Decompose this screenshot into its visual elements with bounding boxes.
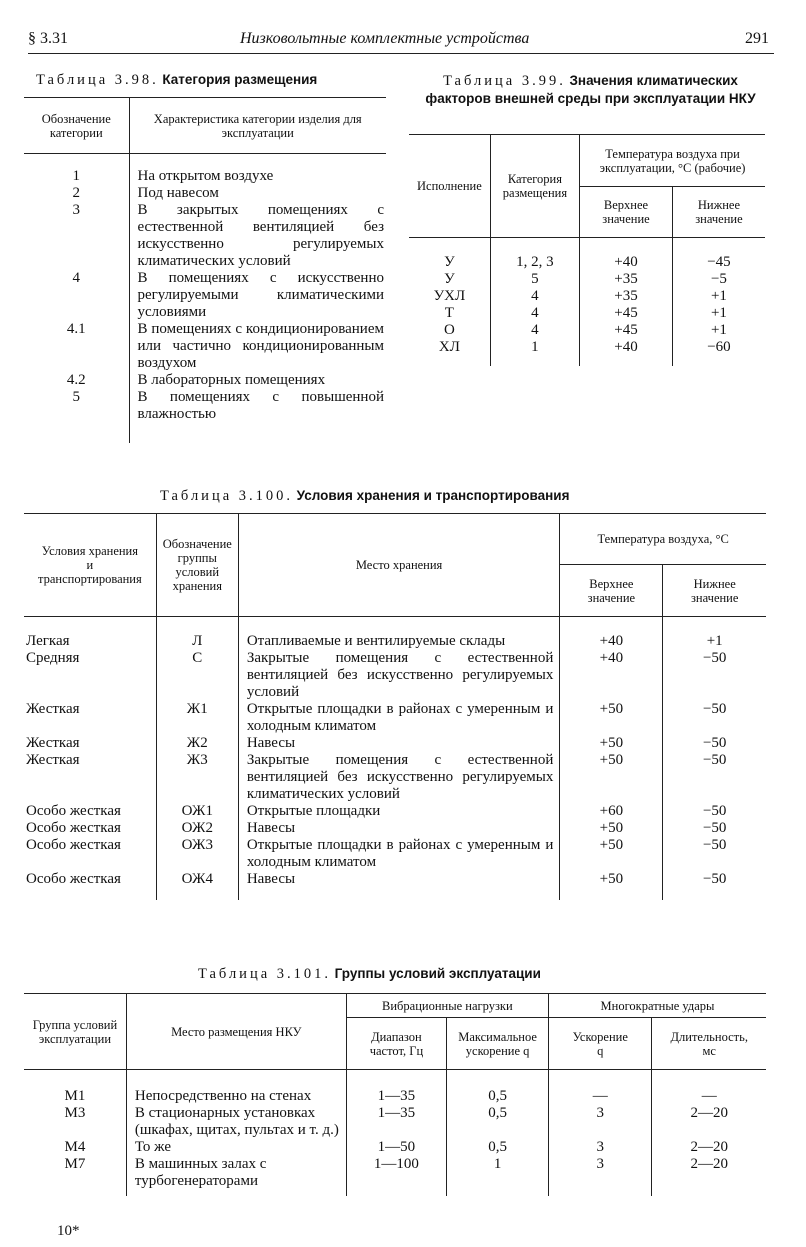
- t100-cond-cell: Особо жесткая: [26, 802, 121, 819]
- t99-exec-cell: Т: [444, 304, 454, 321]
- table-100-caption: [160, 488, 569, 505]
- t100-group-cell: Ж1: [156, 701, 238, 735]
- t101-header-maxacc: Максимальное ускорение q: [447, 1018, 549, 1070]
- table-101-number: Таблица 3.101.: [198, 966, 332, 982]
- table-98-number: Таблица 3.98.: [36, 72, 159, 88]
- t100-low-cell: −50: [663, 837, 766, 871]
- t101-header-freq: Диапазон частот, Гц: [346, 1018, 446, 1070]
- t101-acc-cell: —: [549, 1088, 652, 1105]
- t100-up-cell: +40: [560, 650, 663, 701]
- t101-header-place: Место размещения НКУ: [126, 994, 346, 1070]
- t99-header-low: Нижнее значение: [672, 187, 765, 238]
- t101-group-cell: М1: [64, 1087, 86, 1104]
- t100-place-cell: Навесы: [238, 871, 560, 888]
- t100-cond-cell: Жесткая: [26, 751, 80, 768]
- t98-text-cell: Под навесом: [129, 185, 386, 202]
- t100-place-cell: Закрытые помещения с естественной вентиляцией без искусственно регулируемых условий: [238, 650, 560, 701]
- t98-code-cell: 4: [72, 269, 80, 286]
- t101-acc-cell: 3: [549, 1139, 652, 1156]
- t101-dur-cell: 2—20: [652, 1139, 766, 1156]
- t99-low-cell: +1: [672, 305, 765, 322]
- table-99-number: Таблица 3.99.: [443, 73, 566, 89]
- table-101: [24, 993, 766, 1196]
- t98-code-cell: 3: [72, 201, 80, 218]
- t100-place-cell: Закрытые помещения с естественной вентиляцией без искусственно регулируемых климатических условий: [238, 752, 560, 803]
- t101-header-group: Группа условий эксплуатации: [24, 994, 126, 1070]
- t101-header-acc: Ускорение q: [549, 1018, 652, 1070]
- t100-cond-cell: Жесткая: [26, 700, 80, 717]
- t100-up-cell: +40: [560, 633, 663, 650]
- t101-maxacc-cell: 0,5: [447, 1139, 549, 1156]
- t99-up-cell: +35: [580, 288, 673, 305]
- t100-low-cell: −50: [663, 803, 766, 820]
- t100-group-cell: С: [156, 650, 238, 701]
- t100-group-cell: ОЖ2: [156, 820, 238, 837]
- t99-exec-cell: У: [444, 270, 455, 287]
- t98-text-cell: В лабораторных помещениях: [129, 372, 386, 389]
- t100-cond-cell: Особо жесткая: [26, 870, 121, 887]
- t100-up-cell: +50: [560, 820, 663, 837]
- t101-freq-cell: 1—35: [346, 1088, 446, 1105]
- t101-maxacc-cell: 0,5: [447, 1105, 549, 1139]
- table-row: [24, 701, 766, 735]
- t99-low-cell: +1: [672, 288, 765, 305]
- t99-cat-cell: 1, 2, 3: [490, 254, 579, 271]
- t100-low-cell: −50: [663, 820, 766, 837]
- t100-low-cell: +1: [663, 633, 766, 650]
- t100-up-cell: +50: [560, 871, 663, 888]
- table-row: [24, 185, 386, 202]
- t101-acc-cell: 3: [549, 1105, 652, 1139]
- t100-header-temp: Температура воздуха, °С: [560, 514, 766, 565]
- t101-place-cell: В машинных залах с турбогенераторами: [126, 1156, 346, 1190]
- table-row: [409, 288, 765, 305]
- t99-exec-cell: ХЛ: [438, 338, 460, 355]
- t98-header-code: Обозначение категории: [41, 111, 111, 140]
- table-99-caption: [418, 72, 763, 108]
- t100-group-cell: Л: [156, 633, 238, 650]
- t101-place-cell: В стационарных установках (шкафах, щитах, пультах и т. д.): [126, 1105, 346, 1139]
- t100-place-cell: Открытые площадки в районах с умеренным и холодным климатом: [238, 701, 560, 735]
- table-row: [24, 633, 766, 650]
- t98-header-text: Характеристика категории изделия для эксплуатации: [129, 98, 386, 154]
- t101-header-vib: Вибрационные нагрузки: [346, 994, 548, 1018]
- table-row: [409, 271, 765, 288]
- t100-low-cell: −50: [663, 871, 766, 888]
- table-row: [409, 339, 765, 356]
- t100-up-cell: +60: [560, 803, 663, 820]
- t99-up-cell: +45: [580, 322, 673, 339]
- t99-low-cell: +1: [672, 322, 765, 339]
- t98-text-cell: На открытом воздухе: [129, 168, 386, 185]
- t100-header-up: Верхнее значение: [560, 565, 663, 617]
- t100-cond-cell: Жесткая: [26, 734, 80, 751]
- t99-header-cat: Категория размещения: [490, 135, 579, 238]
- t99-exec-cell: УХЛ: [433, 287, 466, 304]
- t99-low-cell: −60: [672, 339, 765, 356]
- t100-place-cell: Навесы: [238, 820, 560, 837]
- table-row: [24, 1088, 766, 1105]
- table-101-caption: [198, 966, 541, 983]
- t101-freq-cell: 1—100: [346, 1156, 446, 1190]
- t100-header-group: Обозначение группы условий хранения: [156, 514, 238, 617]
- t99-header-exec: Исполнение: [409, 135, 490, 238]
- table-row: [409, 254, 765, 271]
- t100-low-cell: −50: [663, 735, 766, 752]
- table-row: [24, 1105, 766, 1139]
- header-rule: [28, 53, 774, 54]
- t101-freq-cell: 1—35: [346, 1105, 446, 1139]
- t99-up-cell: +40: [580, 339, 673, 356]
- table-row: [24, 270, 386, 321]
- t99-cat-cell: 4: [490, 322, 579, 339]
- table-99-title: Значения климатических факторов внешней среды при эксплуатации НКУ: [425, 73, 756, 106]
- t99-cat-cell: 4: [490, 305, 579, 322]
- t98-code-cell: 2: [72, 184, 80, 201]
- t101-acc-cell: 3: [549, 1156, 652, 1190]
- t99-header-temp: Температура воздуха при эксплуатации, °С (рабочие): [580, 135, 765, 187]
- table-98-title: Категория размещения: [162, 72, 318, 87]
- t98-text-cell: В помещениях с повышенной влажностью: [129, 389, 386, 423]
- t101-group-cell: М3: [64, 1104, 86, 1121]
- t101-maxacc-cell: 1: [447, 1156, 549, 1190]
- signature-mark: 10*: [57, 1223, 80, 1239]
- section-number: § 3.31: [28, 30, 68, 47]
- t101-dur-cell: 2—20: [652, 1105, 766, 1139]
- t99-header-up: Верхнее значение: [580, 187, 673, 238]
- t98-code-cell: 5: [72, 388, 80, 405]
- t100-low-cell: −50: [663, 752, 766, 803]
- table-row: [24, 803, 766, 820]
- t100-place-cell: Открытые площадки в районах с умеренным и холодным климатом: [238, 837, 560, 871]
- t101-place-cell: Непосредственно на стенах: [126, 1088, 346, 1105]
- t101-place-cell: То же: [126, 1139, 346, 1156]
- t100-group-cell: ОЖ1: [156, 803, 238, 820]
- t99-cat-cell: 5: [490, 271, 579, 288]
- t101-header-shock: Многократные удары: [549, 994, 767, 1018]
- table-row: [24, 650, 766, 701]
- t99-up-cell: +45: [580, 305, 673, 322]
- t100-low-cell: −50: [663, 701, 766, 735]
- t100-up-cell: +50: [560, 735, 663, 752]
- t101-header-dur: Длительность, мс: [652, 1018, 766, 1070]
- table-row: [24, 735, 766, 752]
- table-row: [24, 168, 386, 185]
- table-100-number: Таблица 3.100.: [160, 488, 294, 504]
- t98-text-cell: В помещениях с кондиционированием или частично кондиционированным воздухом: [129, 321, 386, 372]
- table-row: [409, 322, 765, 339]
- t98-text-cell: В помещениях с искусственно регулируемыми климатическими условиями: [129, 270, 386, 321]
- t100-low-cell: −50: [663, 650, 766, 701]
- t101-dur-cell: 2—20: [652, 1156, 766, 1190]
- t100-up-cell: +50: [560, 701, 663, 735]
- table-row: [24, 321, 386, 372]
- table-row: [24, 752, 766, 803]
- t100-header-cond: Условия хранения и транспортирования: [24, 514, 156, 617]
- t98-text-cell: В закрытых помещениях с естественной вентиляцией без искусственно регулируемых климатических условий: [129, 202, 386, 270]
- t100-group-cell: ОЖ3: [156, 837, 238, 871]
- t98-code-cell: 4.1: [66, 320, 86, 337]
- t99-low-cell: −5: [672, 271, 765, 288]
- page-number: 291: [745, 30, 769, 47]
- table-100: [24, 513, 766, 900]
- table-row: [24, 871, 766, 888]
- t100-cond-cell: Особо жесткая: [26, 836, 121, 853]
- table-99: [409, 134, 765, 366]
- table-row: [24, 837, 766, 871]
- t100-header-low: Нижнее значение: [663, 565, 766, 617]
- table-row: [24, 820, 766, 837]
- t99-exec-cell: О: [443, 321, 455, 338]
- table-row: [24, 372, 386, 389]
- t99-cat-cell: 1: [490, 339, 579, 356]
- t100-place-cell: Открытые площадки: [238, 803, 560, 820]
- table-row: [24, 202, 386, 270]
- t99-cat-cell: 4: [490, 288, 579, 305]
- t100-place-cell: Отапливаемые и вентилируемые склады: [238, 633, 560, 650]
- t100-cond-cell: Средняя: [26, 649, 80, 666]
- table-row: [24, 1139, 766, 1156]
- table-101-title: Группы условий эксплуатации: [334, 966, 541, 981]
- running-title: Низковольтные комплектные устройства: [240, 30, 530, 47]
- table-row: [24, 389, 386, 423]
- t100-group-cell: ОЖ4: [156, 871, 238, 888]
- t100-group-cell: Ж3: [156, 752, 238, 803]
- table-100-title: Условия хранения и транспортирования: [296, 488, 570, 503]
- t99-up-cell: +40: [580, 254, 673, 271]
- t100-cond-cell: Особо жесткая: [26, 819, 121, 836]
- t101-group-cell: М4: [64, 1138, 86, 1155]
- t100-place-cell: Навесы: [238, 735, 560, 752]
- t99-up-cell: +35: [580, 271, 673, 288]
- table-row: [24, 1156, 766, 1190]
- t100-header-place: Место хранения: [238, 514, 560, 617]
- table-98: [24, 97, 386, 443]
- t99-exec-cell: У: [444, 253, 455, 270]
- t99-low-cell: −45: [672, 254, 765, 271]
- t100-group-cell: Ж2: [156, 735, 238, 752]
- t100-up-cell: +50: [560, 752, 663, 803]
- table-98-caption: [36, 72, 317, 89]
- t101-group-cell: М7: [64, 1155, 86, 1172]
- t101-maxacc-cell: 0,5: [447, 1088, 549, 1105]
- t100-up-cell: +50: [560, 837, 663, 871]
- t98-code-cell: 4.2: [66, 371, 86, 388]
- t101-dur-cell: —: [652, 1088, 766, 1105]
- table-row: [409, 305, 765, 322]
- t98-code-cell: 1: [72, 167, 80, 184]
- t101-freq-cell: 1—50: [346, 1139, 446, 1156]
- t100-cond-cell: Легкая: [26, 632, 70, 649]
